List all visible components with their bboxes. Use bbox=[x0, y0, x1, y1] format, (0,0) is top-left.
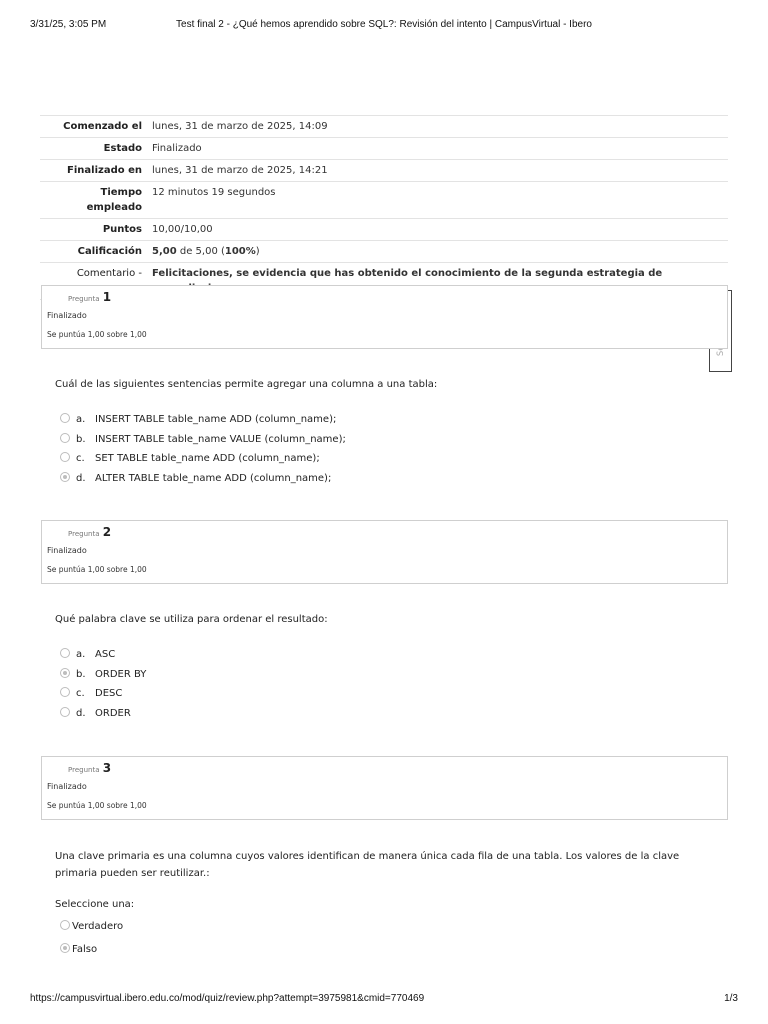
time-label bbox=[40, 182, 147, 219]
summary-row-started bbox=[40, 116, 728, 138]
question-number bbox=[68, 290, 111, 304]
question-number bbox=[68, 761, 111, 775]
answer-option[interactable] bbox=[60, 430, 346, 450]
time-label-line2: empleado bbox=[86, 202, 142, 213]
answer-option-true[interactable] bbox=[60, 915, 123, 938]
answer-option[interactable] bbox=[60, 410, 346, 430]
radio-button-selected[interactable] bbox=[60, 472, 70, 482]
question-2-text: Qué palabra clave se utiliza para ordenar el resultado: bbox=[55, 614, 328, 625]
summary-row-time bbox=[40, 182, 728, 219]
question-3-info bbox=[41, 756, 728, 820]
radio-button[interactable] bbox=[60, 920, 70, 930]
question-grade: Se puntúa 1,00 sobre 1,00 bbox=[47, 565, 147, 574]
question-prefix: Pregunta bbox=[68, 295, 100, 303]
time-label-line1: Tiempo bbox=[100, 187, 142, 198]
question-prefix: Pregunta bbox=[68, 530, 100, 538]
question-2-answers bbox=[60, 645, 146, 723]
answer-option[interactable] bbox=[60, 469, 346, 489]
answer-option[interactable] bbox=[60, 449, 346, 469]
state-value: Finalizado bbox=[147, 138, 728, 160]
answer-letter: c. bbox=[76, 453, 85, 464]
grade-of: de 5,00 ( bbox=[176, 246, 225, 257]
started-label: Comenzado el bbox=[40, 116, 147, 138]
time-value: 12 minutos 19 segundos bbox=[147, 182, 728, 219]
comment-label: Comentario - bbox=[40, 263, 147, 300]
print-footer bbox=[30, 993, 738, 1007]
points-value: 10,00/10,00 bbox=[147, 219, 728, 241]
question-grade: Se puntúa 1,00 sobre 1,00 bbox=[47, 330, 147, 339]
points-label: Puntos bbox=[40, 219, 147, 241]
radio-button[interactable] bbox=[60, 452, 70, 462]
summary-row-state bbox=[40, 138, 728, 160]
radio-button[interactable] bbox=[60, 648, 70, 658]
summary-row-points bbox=[40, 219, 728, 241]
question-1-answers bbox=[60, 410, 346, 488]
question-3-prompt: Seleccione una: bbox=[55, 899, 135, 910]
state-label: Estado bbox=[40, 138, 147, 160]
attempt-summary-table bbox=[40, 115, 728, 300]
answer-letter: d. bbox=[76, 707, 86, 719]
question-number bbox=[68, 525, 111, 539]
answer-letter: c. bbox=[76, 688, 85, 699]
question-prefix: Pregunta bbox=[68, 766, 100, 774]
summary-row-finished bbox=[40, 160, 728, 182]
answer-option[interactable] bbox=[60, 665, 146, 685]
summary-row-grade bbox=[40, 241, 728, 263]
question-grade: Se puntúa 1,00 sobre 1,00 bbox=[47, 801, 147, 810]
answer-text: ALTER TABLE table_name ADD (column_name); bbox=[95, 472, 332, 484]
print-header bbox=[30, 19, 738, 33]
question-state: Finalizado bbox=[47, 782, 87, 791]
question-state: Finalizado bbox=[47, 311, 87, 320]
answer-text: Verdadero bbox=[72, 921, 124, 932]
answer-text: ORDER BY bbox=[95, 668, 147, 680]
print-page-number: 1/3 bbox=[724, 993, 738, 1004]
answer-option[interactable] bbox=[60, 684, 146, 704]
answer-option[interactable] bbox=[60, 704, 146, 724]
question-2-info bbox=[41, 520, 728, 584]
radio-button[interactable] bbox=[60, 413, 70, 423]
answer-text: DESC bbox=[95, 688, 123, 699]
finished-value: lunes, 31 de marzo de 2025, 14:21 bbox=[147, 160, 728, 182]
grade-percent: 100% bbox=[224, 246, 256, 257]
radio-button[interactable] bbox=[60, 687, 70, 697]
grade-value bbox=[147, 241, 728, 263]
radio-button[interactable] bbox=[60, 433, 70, 443]
question-number-value: 1 bbox=[102, 290, 112, 304]
radio-button-selected[interactable] bbox=[60, 943, 70, 953]
answer-text: Falso bbox=[72, 944, 98, 955]
answer-text: ORDER bbox=[95, 707, 131, 719]
grade-close: ) bbox=[255, 246, 260, 257]
question-state: Finalizado bbox=[47, 546, 87, 555]
question-3-text: Una clave primaria es una columna cuyos valores identifican de manera única cada fila de una tabla. Los valores de la clave primaria pueden ser reutilizar.: bbox=[55, 851, 680, 879]
comment-value: Felicitaciones, se evidencia que has obtenido el conocimiento de la segunda estrategia de bbox=[147, 263, 728, 300]
answer-option[interactable] bbox=[60, 645, 146, 665]
answer-letter: b. bbox=[76, 433, 86, 445]
question-3-answers bbox=[60, 915, 123, 961]
radio-button[interactable] bbox=[60, 707, 70, 717]
answer-text: ASC bbox=[95, 649, 116, 660]
grade-score: 5,00 bbox=[152, 246, 177, 257]
answer-text: INSERT TABLE table_name VALUE (column_name); bbox=[95, 433, 346, 445]
print-url: https://campusvirtual.ibero.edu.co/mod/quiz/review.php?attempt=3975981&cmid=770469 bbox=[30, 993, 425, 1004]
question-1-text: Cuál de las siguientes sentencias permite agregar una columna a una tabla: bbox=[55, 379, 438, 390]
started-value: lunes, 31 de marzo de 2025, 14:09 bbox=[147, 116, 728, 138]
question-number-value: 3 bbox=[102, 761, 112, 775]
answer-text: INSERT TABLE table_name ADD (column_name); bbox=[95, 414, 337, 425]
answer-text: SET TABLE table_name ADD (column_name); bbox=[95, 453, 320, 464]
finished-label: Finalizado en bbox=[40, 160, 147, 182]
answer-letter: a. bbox=[76, 649, 86, 660]
print-datetime: 3/31/25, 3:05 PM bbox=[30, 19, 107, 30]
question-1-info bbox=[41, 285, 728, 349]
answer-letter: a. bbox=[76, 414, 86, 425]
print-page-title: Test final 2 - ¿Qué hemos aprendido sobre SQL?: Revisión del intento | CampusVirtual - Ibero bbox=[176, 19, 592, 30]
answer-letter: b. bbox=[76, 668, 86, 680]
answer-letter: d. bbox=[76, 472, 86, 484]
question-number-value: 2 bbox=[102, 525, 112, 539]
answer-option-false[interactable] bbox=[60, 938, 123, 961]
grade-label: Calificación bbox=[40, 241, 147, 263]
radio-button-selected[interactable] bbox=[60, 668, 70, 678]
